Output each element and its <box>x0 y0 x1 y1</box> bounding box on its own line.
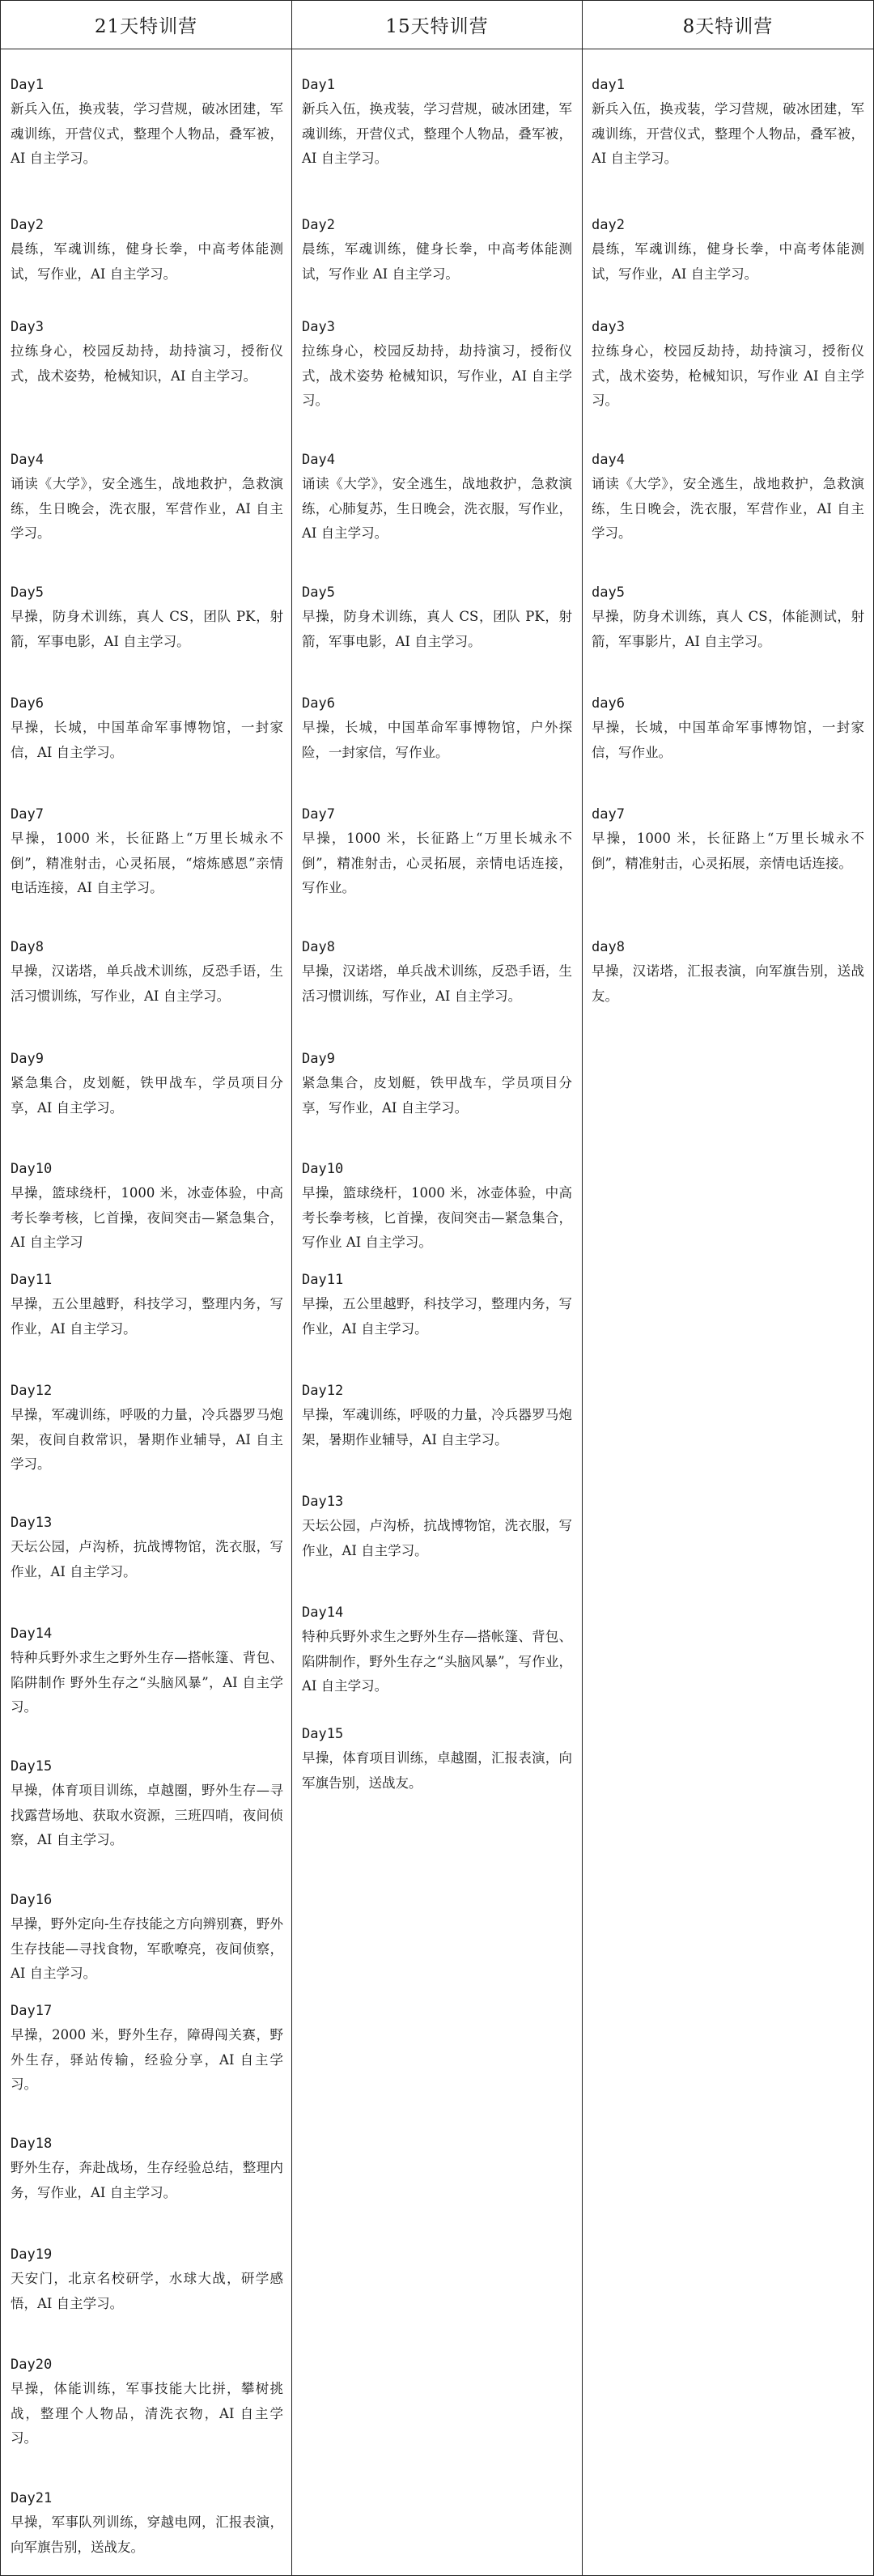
day-label: Day5 <box>11 584 44 601</box>
day-label: Day2 <box>302 217 335 233</box>
day-entry <box>11 73 283 172</box>
day-activities: 诵读《大学》，安全逃生，战地救护，急救演练，生日晚会，洗衣服，军营作业，AI 自主学习。 <box>592 476 864 541</box>
day-entry <box>302 315 572 414</box>
day-entry <box>11 1754 283 1853</box>
day-label: Day18 <box>11 2136 53 2152</box>
day-activities: 早操，汉诺塔，汇报表演，向军旗告别，送战友。 <box>592 963 864 1004</box>
day-entry <box>592 691 864 765</box>
day-label: Day3 <box>302 319 335 335</box>
day-label: day5 <box>592 584 625 601</box>
day-label: day7 <box>592 806 625 823</box>
day-activities: 诵读《大学》，安全逃生，战地救护，急救演练，生日晚会，洗衣服，军营作业，AI 自主学习。 <box>11 476 283 541</box>
day-entry <box>11 1622 283 1720</box>
day-entry <box>11 448 283 546</box>
day-label: Day4 <box>302 452 335 468</box>
day-activities: 晨练，军魂训练，健身长拳，中高考体能测试，写作业，AI 自主学习。 <box>592 241 864 282</box>
day-activities: 早操，1000 米，长征路上“万里长城永不倒”，精准射击，心灵拓展，“熔炼感恩”亲情电话连接，AI 自主学习。 <box>11 831 283 895</box>
day-label: Day13 <box>11 1515 53 1531</box>
column-header-15-day: 15天特训营 <box>385 15 489 37</box>
day-label: Day15 <box>302 1726 344 1742</box>
day-activities: 早操，1000 米，长征路上“万里长城永不倒”，精准射击，心灵拓展，亲情电话连接。 <box>592 831 864 871</box>
day-entry <box>11 2132 283 2205</box>
day-activities: 诵读《大学》，安全逃生，战地救护，急救演练，心肺复苏，生日晚会，洗衣服，写作业，AI 自主学习。 <box>302 476 572 541</box>
day-entry <box>302 213 572 287</box>
day-activities: 早操，军魂训练，呼吸的力量，冷兵器罗马炮架，暑期作业辅导，AI 自主学习。 <box>302 1407 572 1447</box>
day-label: day2 <box>592 217 625 233</box>
day-label: Day14 <box>302 1605 344 1621</box>
day-entry <box>302 802 572 901</box>
day-entry <box>592 802 864 876</box>
column-header-8-day: 8天特训营 <box>682 15 774 37</box>
day-entry <box>302 1722 572 1796</box>
day-entry <box>302 1047 572 1120</box>
day-label: day8 <box>592 939 625 955</box>
column-divider <box>582 0 583 2576</box>
day-activities: 紧急集合，皮划艇，铁甲战车，学员项目分享，AI 自主学习。 <box>11 1075 283 1116</box>
day-activities: 早操，防身术训练，真人 CS，团队 PK，射箭，军事电影，AI 自主学习。 <box>302 609 572 649</box>
day-entry <box>302 448 572 546</box>
day-entry <box>592 448 864 546</box>
day-label: Day4 <box>11 452 44 468</box>
day-label: Day1 <box>302 77 335 93</box>
day-activities: 拉练身心，校园反劫持，劫持演习，授衔仪式，战术姿势 枪械知识，写作业，AI 自主学习。 <box>302 343 572 408</box>
day-entry <box>11 935 283 1009</box>
day-activities: 特种兵野外求生之野外生存—搭帐篷、背包、陷阱制作 野外生存之“头脑风暴”，AI 自主学习。 <box>11 1650 283 1715</box>
day-activities: 早操，防身术训练，真人 CS，团队 PK，射箭，军事电影，AI 自主学习。 <box>11 609 283 649</box>
day-activities: 天坛公园，卢沟桥，抗战博物馆，洗衣服，写作业，AI 自主学习。 <box>302 1518 572 1558</box>
day-activities: 早操，五公里越野，科技学习，整理内务，写作业，AI 自主学习。 <box>302 1296 572 1337</box>
day-label: Day15 <box>11 1758 53 1775</box>
day-entry <box>302 1157 572 1256</box>
day-activities: 早操，军魂训练，呼吸的力量，冷兵器罗马炮架，夜间自救常识，暑期作业辅导，AI 自主学习。 <box>11 1407 283 1472</box>
day-activities: 早操，长城，中国革命军事博物馆，一封家信，写作业。 <box>592 720 864 760</box>
day-label: Day10 <box>11 1161 53 1177</box>
day-label: Day14 <box>11 1626 53 1642</box>
day-activities: 早操，长城，中国革命军事博物馆，户外探险，一封家信，写作业。 <box>302 720 572 760</box>
day-label: Day7 <box>302 806 335 823</box>
day-activities: 早操，汉诺塔，单兵战术训练，反恐手语，生活习惯训练，写作业，AI 自主学习。 <box>302 963 572 1004</box>
day-entry <box>11 1157 283 1256</box>
day-entry <box>302 935 572 1009</box>
day-activities: 早操，野外定向-生存技能之方向辨别赛，野外生存技能—寻找食物，军歌嘹亮，夜间侦察，AI 自主学习。 <box>11 1916 283 1981</box>
day-activities: 新兵入伍，换戎装，学习营规，破冰团建，军魂训练，开营仪式，整理个人物品，叠军被，AI 自主学习。 <box>592 101 864 166</box>
day-label: day6 <box>592 695 625 712</box>
day-activities: 新兵入伍，换戎装，学习营规，破冰团建，军魂训练，开营仪式，整理个人物品，叠军被，AI 自主学习。 <box>11 101 283 166</box>
day-entry <box>11 2353 283 2451</box>
day-entry <box>11 1999 283 2098</box>
day-label: Day16 <box>11 1892 53 1908</box>
day-label: Day3 <box>11 319 44 335</box>
day-entry <box>302 1490 572 1563</box>
day-activities: 拉练身心，校园反劫持，劫持演习，授衔仪式，战术姿势，枪械知识，AI 自主学习。 <box>11 343 283 384</box>
day-activities: 特种兵野外求生之野外生存—搭帐篷、背包、陷阱制作，野外生存之“头脑风暴”，写作业，AI 自主学习。 <box>302 1629 572 1694</box>
day-activities: 新兵入伍，换戎装，学习营规，破冰团建，军魂训练，开营仪式，整理个人物品，叠军被，AI 自主学习。 <box>302 101 572 166</box>
day-label: Day12 <box>11 1383 53 1399</box>
day-entry <box>302 580 572 654</box>
day-entry <box>11 580 283 654</box>
day-activities: 早操，汉诺塔，单兵战术训练，反恐手语，生活习惯训练，写作业，AI 自主学习。 <box>11 963 283 1004</box>
day-label: Day5 <box>302 584 335 601</box>
day-entry <box>11 1888 283 1987</box>
day-entry <box>302 1268 572 1341</box>
day-activities: 早操，防身术训练，真人 CS，体能测试，射箭，军事影片，AI 自主学习。 <box>592 609 864 649</box>
day-label: Day9 <box>302 1051 335 1067</box>
day-label: Day10 <box>302 1161 344 1177</box>
day-activities: 拉练身心，校园反劫持，劫持演习，授衔仪式，战术姿势，枪械知识，写作业 AI 自主学习。 <box>592 343 864 408</box>
day-label: Day19 <box>11 2247 53 2263</box>
day-label: Day7 <box>11 806 44 823</box>
day-entry <box>11 213 283 287</box>
day-entry <box>592 213 864 287</box>
day-label: Day9 <box>11 1051 44 1067</box>
day-entry <box>11 1379 283 1477</box>
day-label: Day6 <box>302 695 335 712</box>
day-label: Day12 <box>302 1383 344 1399</box>
day-activities: 早操，体育项目训练，卓越圈，野外生存—寻找露营场地、获取水资源，三班四哨，夜间侦察，AI 自主学习。 <box>11 1783 283 1847</box>
day-entry <box>11 1047 283 1120</box>
day-activities: 早操，军事队列训练，穿越电网，汇报表演，向军旗告别，送战友。 <box>11 2514 283 2555</box>
day-label: Day1 <box>11 77 44 93</box>
day-activities: 早操，长城，中国革命军事博物馆，一封家信，AI 自主学习。 <box>11 720 283 760</box>
day-label: Day6 <box>11 695 44 712</box>
day-activities: 天安门，北京名校研学，水球大战，研学感悟，AI 自主学习。 <box>11 2271 283 2311</box>
column-header-21-day: 21天特训营 <box>94 15 198 37</box>
day-label: Day8 <box>11 939 44 955</box>
day-entry <box>592 73 864 172</box>
day-entry <box>11 802 283 901</box>
column-divider <box>291 0 292 2576</box>
day-label: Day20 <box>11 2357 53 2373</box>
day-label: day4 <box>592 452 625 468</box>
day-label: Day21 <box>11 2490 53 2506</box>
day-label: Day11 <box>11 1272 53 1288</box>
day-activities: 晨练，军魂训练，健身长拳，中高考体能测试，写作业 AI 自主学习。 <box>302 241 572 282</box>
day-activities: 早操，五公里越野，科技学习，整理内务，写作业，AI 自主学习。 <box>11 1296 283 1337</box>
day-label: day3 <box>592 319 625 335</box>
day-entry <box>302 1600 572 1699</box>
day-entry <box>11 2242 283 2316</box>
day-activities: 早操，篮球绕杆，1000 米，冰壶体验，中高考长拳考核，匕首操，夜间突击—紧急集合，写作业 AI 自主学习。 <box>302 1185 572 1250</box>
day-entry <box>11 315 283 389</box>
day-activities: 晨练，军魂训练，健身长拳，中高考体能测试，写作业，AI 自主学习。 <box>11 241 283 282</box>
day-activities: 早操，篮球绕杆，1000 米，冰壶体验，中高考长拳考核，匕首操，夜间突击—紧急集合，AI 自主学习 <box>11 1185 283 1250</box>
day-label: Day8 <box>302 939 335 955</box>
day-label: Day11 <box>302 1272 344 1288</box>
day-entry <box>302 691 572 765</box>
day-entry <box>302 1379 572 1452</box>
day-activities: 早操，1000 米，长征路上“万里长城永不倒”，精准射击，心灵拓展，亲情电话连接，写作业。 <box>302 831 572 895</box>
day-entry <box>592 580 864 654</box>
day-entry <box>302 73 572 172</box>
day-label: Day17 <box>11 2003 53 2019</box>
day-activities: 早操，2000 米，野外生存，障碍闯关赛，野外生存，驿站传输，经验分享，AI 自主学习。 <box>11 2027 283 2092</box>
day-entry <box>11 691 283 765</box>
day-label: Day13 <box>302 1494 344 1510</box>
day-activities: 紧急集合，皮划艇，铁甲战车，学员项目分享，写作业，AI 自主学习。 <box>302 1075 572 1116</box>
day-entry <box>592 935 864 1009</box>
day-entry <box>11 1268 283 1341</box>
day-activities: 天坛公园，卢沟桥，抗战博物馆，洗衣服，写作业，AI 自主学习。 <box>11 1539 283 1579</box>
day-entry <box>11 2486 283 2560</box>
day-entry <box>11 1511 283 1584</box>
day-activities: 早操，体能训练，军事技能大比拼，攀树挑战，整理个人物品，清洗衣物，AI 自主学习。 <box>11 2381 283 2446</box>
day-label: day1 <box>592 77 625 93</box>
day-activities: 早操，体育项目训练，卓越圈，汇报表演，向军旗告别，送战友。 <box>302 1750 572 1791</box>
day-label: Day2 <box>11 217 44 233</box>
day-entry <box>592 315 864 414</box>
day-activities: 野外生存，奔赴战场，生存经验总结，整理内务，写作业，AI 自主学习。 <box>11 2160 283 2200</box>
